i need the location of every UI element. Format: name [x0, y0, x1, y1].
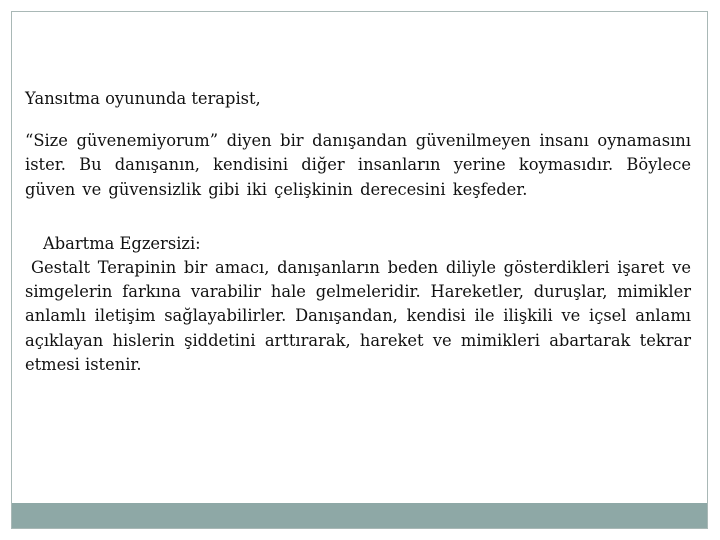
section-heading: Abartma Egzersizi:: [43, 233, 201, 253]
paragraph-2: Gestalt Terapinin bir amacı, danışanların beden diliyle gösterdikleri işaret ve simgelerin farkına varabilir hale gelmeleridir. Hareketler, duruşlar, mimikler anlamlı iletişim sağlayabilirler. Danışandan, kendisi ile ilişkili ve içsel anlamı açıklayan hislerin şiddetini arttırarak, hareket ve mimikleri abartarak tekrar etmesi istenir.: [25, 258, 691, 374]
slide-content: [25, 87, 691, 377]
footer-bar: [12, 503, 707, 528]
paragraph-1: “Size güvenemiyorum” diyen bir danışandan güvenilmeyen insanı oynamasını ister. Bu danışanın, kendisini diğer insanların yerine koymasıdır. Böylece güven ve güvensizlik gibi iki çelişkinin derecesini keşfeder.: [25, 131, 691, 199]
intro-line: Yansıtma oyununda terapist,: [25, 89, 261, 108]
